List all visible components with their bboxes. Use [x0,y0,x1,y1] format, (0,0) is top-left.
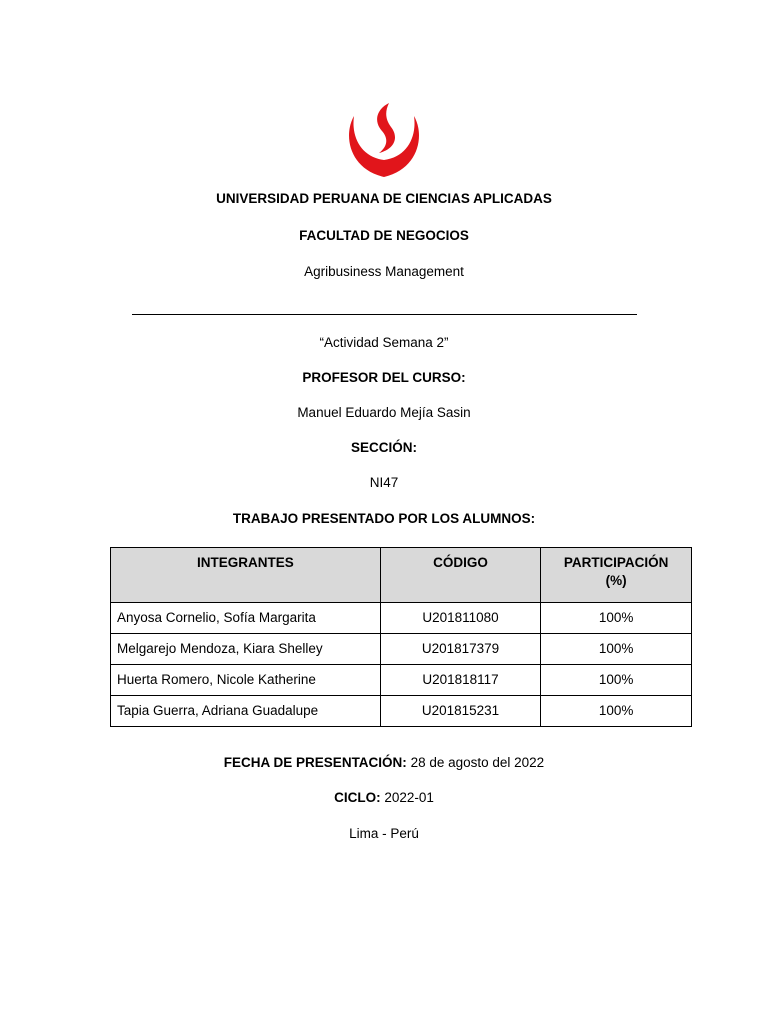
faculty-name: FACULTAD DE NEGOCIOS [299,228,469,243]
student-code: U201811080 [380,603,540,634]
table-header-row [111,548,692,603]
student-participation: 100% [541,665,692,696]
students-table [110,547,692,727]
student-participation: 100% [541,603,692,634]
place: Lima - Perú [349,826,419,841]
student-participation: 100% [541,634,692,665]
table-row [111,665,692,696]
header-integrantes: INTEGRANTES [111,548,381,603]
table-row [111,696,692,727]
activity-title: “Actividad Semana 2” [319,335,449,350]
date-value: 28 de agosto del 2022 [410,755,545,770]
header-participacion [541,548,692,603]
university-logo-icon [339,97,429,187]
student-participation: 100% [541,696,692,727]
professor-label: PROFESOR DEL CURSO: [302,370,466,385]
table-row [111,634,692,665]
cycle-label: CICLO: [334,790,381,805]
header-codigo: CÓDIGO [380,548,540,603]
header-participacion-unit: (%) [605,573,627,588]
student-code: U201818117 [380,665,540,696]
divider-line [132,314,637,315]
date-label: FECHA DE PRESENTACIÓN: [223,755,407,770]
cycle-value: 2022-01 [384,790,434,805]
student-name: Tapia Guerra, Adriana Guadalupe [111,696,381,727]
program-name: Agribusiness Management [304,264,464,279]
cycle [0,790,768,806]
section-label: SECCIÓN: [350,440,417,455]
presentation-date [0,755,768,771]
student-name: Huerta Romero, Nicole Katherine [111,665,381,696]
student-code: U201815231 [380,696,540,727]
header-participacion-text: PARTICIPACIÓN [563,555,669,570]
table-row [111,603,692,634]
university-name: UNIVERSIDAD PERUANA DE CIENCIAS APLICADAS [216,191,552,206]
student-code: U201817379 [380,634,540,665]
student-name: Melgarejo Mendoza, Kiara Shelley [111,634,381,665]
logo-flame [377,103,395,153]
student-name: Anyosa Cornelio, Sofía Margarita [111,603,381,634]
section-value: NI47 [369,475,399,490]
students-label: TRABAJO PRESENTADO POR LOS ALUMNOS: [232,511,536,526]
professor-name: Manuel Eduardo Mejía Sasin [297,405,471,420]
